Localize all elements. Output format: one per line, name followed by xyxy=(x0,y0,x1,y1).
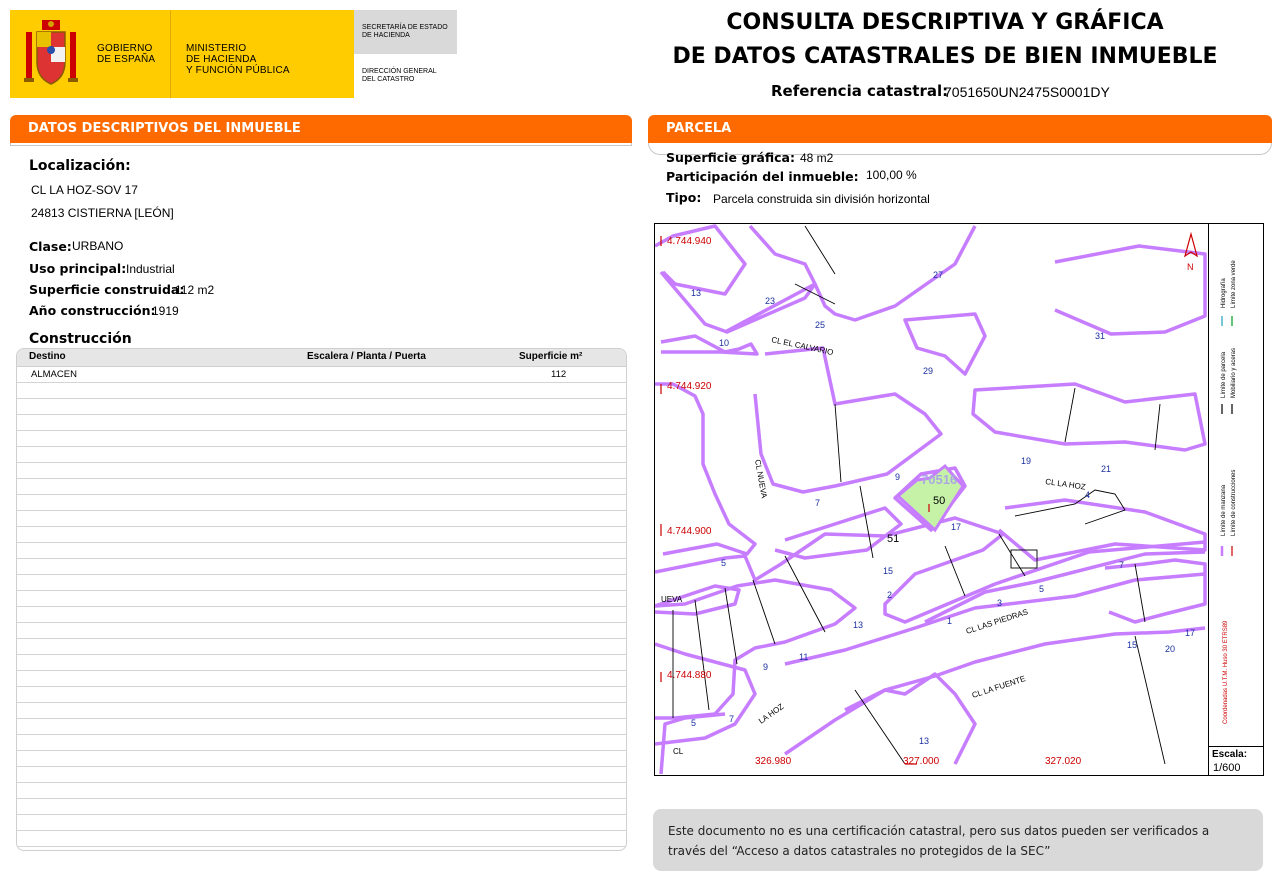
parcel-boundary xyxy=(1155,404,1160,450)
referencia-label: Referencia catastral: xyxy=(771,82,949,100)
coord-y-label: 4.744.880 xyxy=(667,670,712,681)
coat-of-arms-icon xyxy=(20,18,82,88)
parcel-number: 25 xyxy=(815,320,826,330)
coord-x-label: 326.980 xyxy=(755,756,792,767)
table-row-empty xyxy=(17,575,626,591)
gobierno-line2: DE ESPAÑA xyxy=(97,54,156,65)
parcel-number: 7 xyxy=(1119,560,1125,570)
table-row-empty xyxy=(17,463,626,479)
parcel-number: 9 xyxy=(763,662,769,672)
coord-x-label: 327.000 xyxy=(903,756,940,767)
datos-descriptivos-header xyxy=(10,115,632,143)
parcel-boundary xyxy=(1135,636,1165,764)
participacion-label: Participación del inmueble: xyxy=(666,169,859,184)
uso-label: Uso principal: xyxy=(29,261,127,276)
parcel-number: 3 xyxy=(997,598,1003,608)
street-label-la-hoz-bottom: LA HOZ xyxy=(756,701,786,726)
block-outline xyxy=(655,580,855,718)
table-row-empty xyxy=(17,799,626,815)
parcel-number: 21 xyxy=(1101,464,1112,474)
parcel-boundary xyxy=(1135,564,1145,622)
secretaria-line2: DE HACIENDA xyxy=(362,32,410,39)
col-destino: Destino xyxy=(29,351,66,362)
table-row-empty xyxy=(17,623,626,639)
parcel-ref-label: 70516 xyxy=(921,472,958,487)
gobierno-line1: GOBIERNO xyxy=(97,43,153,54)
parcel-boundary xyxy=(753,580,775,644)
parcel-number: 7 xyxy=(815,498,821,508)
parcel-number: 4 xyxy=(1085,490,1091,500)
table-row-empty xyxy=(17,815,626,831)
legend-zona-verde: Límite zona verde xyxy=(1231,260,1237,308)
superficie-grafica-label: Superficie gráfica: xyxy=(666,150,795,165)
parcel-number: 23 xyxy=(765,296,776,306)
street-label-nueva-left: UEVA xyxy=(661,595,683,604)
legend-limite-manzana: Límite de manzana xyxy=(1221,484,1227,536)
north-arrow-icon xyxy=(1182,232,1200,288)
address-line1: CL LA HOZ-SOV 17 xyxy=(31,183,138,197)
secretaria-line1: SECRETARÍA DE ESTADO xyxy=(362,24,448,31)
table-row-empty xyxy=(17,831,626,847)
block-outline xyxy=(755,348,941,492)
parcel-boundary xyxy=(1065,388,1075,442)
parcel-number: 31 xyxy=(1095,331,1106,341)
parcel-boundary xyxy=(945,546,965,596)
construction-table xyxy=(16,348,627,851)
parcel-number: 13 xyxy=(919,736,930,746)
legend-limite-parcela: Límite de parcela xyxy=(1221,351,1227,398)
parcel-number: 10 xyxy=(719,338,730,348)
table-header xyxy=(17,349,626,367)
cell-superficie: 112 xyxy=(551,369,567,380)
col-superficie: Superficie m² xyxy=(519,351,583,362)
legend-strip xyxy=(1210,226,1260,744)
parcel-number: 5 xyxy=(691,718,697,728)
ministerio-line3: Y FUNCIÓN PÚBLICA xyxy=(186,65,290,76)
direccion-line1: DIRECCIÓN GENERAL xyxy=(362,68,437,75)
left-section-underline xyxy=(10,143,632,146)
street-label-la-fuente: CL LA FUENTE xyxy=(970,674,1027,700)
legend-coordinate-system: Coordenadas U.T.M. Huso 30 ETRS89 xyxy=(1223,620,1229,724)
referencia-value: 7051650UN2475S0001DY xyxy=(944,84,1110,100)
escala-value: 1/600 xyxy=(1213,762,1241,774)
block-outline xyxy=(661,336,757,354)
empty-rows xyxy=(17,383,626,847)
parcel-number: 17 xyxy=(1185,628,1196,638)
parcel-number: 20 xyxy=(1165,644,1176,654)
logo-divider xyxy=(170,10,171,98)
table-row-empty xyxy=(17,735,626,751)
superficie-construida-value: 112 m2 xyxy=(175,283,215,297)
table-row-empty xyxy=(17,559,626,575)
ministerio-line1: MINISTERIO xyxy=(186,43,247,54)
coord-y-label: 4.744.920 xyxy=(667,381,712,392)
table-row-empty xyxy=(17,431,626,447)
clase-value: URBANO xyxy=(72,239,124,253)
parcel-number: 2 xyxy=(887,590,893,600)
parcel-boundary xyxy=(855,690,905,764)
superficie-grafica-value: 48 m2 xyxy=(800,151,834,165)
parcel-boundary xyxy=(785,556,825,632)
parcel-number: 13 xyxy=(691,288,702,298)
anio-construccion-label: Año construcción: xyxy=(29,303,156,318)
street-label-cl: CL xyxy=(673,747,684,756)
street-label-nueva: CL NUEVA xyxy=(753,458,769,499)
datos-descriptivos-title: DATOS DESCRIPTIVOS DEL INMUEBLE xyxy=(28,121,301,136)
street-label-las-piedras: CL LAS PIEDRAS xyxy=(964,607,1030,636)
document-title-line1: CONSULTA DESCRIPTIVA Y GRÁFICA xyxy=(726,10,1164,35)
parcel-number: 1 xyxy=(947,616,953,626)
parcel-number: 27 xyxy=(933,270,944,280)
ministerio-line2: DE HACIENDA xyxy=(186,54,257,65)
parcel-number: 17 xyxy=(951,522,962,532)
table-row-empty xyxy=(17,655,626,671)
parcel-number: 5 xyxy=(1039,584,1045,594)
cell-destino: ALMACEN xyxy=(31,369,77,380)
table-row-empty xyxy=(17,511,626,527)
table-row-empty xyxy=(17,543,626,559)
street-label-calvario: CL EL CALVARIO xyxy=(770,335,835,358)
parcel-number: 15 xyxy=(883,566,894,576)
table-row-empty xyxy=(17,495,626,511)
parcela-header xyxy=(648,115,1272,143)
table-row-empty xyxy=(17,671,626,687)
table-row-empty xyxy=(17,415,626,431)
parcel-number: 19 xyxy=(1021,456,1032,466)
clase-label: Clase: xyxy=(29,239,72,254)
col-escalera: Escalera / Planta / Puerta xyxy=(307,351,426,362)
block-outline xyxy=(905,314,985,374)
legend-limite-construcciones: Límite de construcciones xyxy=(1231,469,1237,536)
localizacion-label: Localización: xyxy=(29,158,131,174)
anio-construccion-value: 1919 xyxy=(152,304,179,318)
parcel-number-label: 50 xyxy=(933,495,946,507)
table-row-empty xyxy=(17,527,626,543)
disclaimer-text: Este documento no es una certificación catastral, pero sus datos pueden ser verificados a través del “Acceso a datos catastrales no protegidos de la SEC” xyxy=(668,824,1210,858)
block-outline xyxy=(845,628,1205,710)
table-row-empty xyxy=(17,639,626,655)
table-row-empty xyxy=(17,751,626,767)
legend-mobiliario: Mobiliario y aceras xyxy=(1231,347,1237,398)
parcel-number: 7 xyxy=(729,714,735,724)
tipo-value: Parcela construida sin división horizontal xyxy=(713,192,930,206)
document-title-line2: DE DATOS CATASTRALES DE BIEN INMUEBLE xyxy=(672,44,1218,69)
parcel-boundary xyxy=(805,226,835,274)
parcela-title: PARCELA xyxy=(666,121,732,136)
coord-x-label: 327.020 xyxy=(1045,756,1082,767)
parcel-boundary xyxy=(835,404,841,482)
parcel-boundary xyxy=(695,600,709,710)
street-label-la-hoz: CL LA HOZ xyxy=(1044,477,1087,492)
block-outline xyxy=(973,384,1205,450)
participacion-value: 100,00 % xyxy=(866,168,917,182)
north-label: N xyxy=(1187,262,1194,272)
table-row-empty xyxy=(17,383,626,399)
table-row-empty xyxy=(17,591,626,607)
parcel-number: 13 xyxy=(853,620,864,630)
escala-label: Escala: xyxy=(1212,749,1248,760)
direccion-line2: DEL CATASTRO xyxy=(362,76,415,83)
table-row-empty xyxy=(17,607,626,623)
parcel-51-label: 51 xyxy=(887,533,900,545)
legend-hidrografia: Hidrografía xyxy=(1221,278,1227,308)
block-outline xyxy=(655,518,1205,622)
block-outline xyxy=(785,674,975,764)
table-row-empty xyxy=(17,767,626,783)
table-row-empty xyxy=(17,719,626,735)
parcel-boundary xyxy=(860,486,873,558)
table-row-empty xyxy=(17,703,626,719)
parcel-number: 11 xyxy=(799,652,809,662)
superficie-construida-label: Superficie construida: xyxy=(29,282,185,297)
table-row-empty xyxy=(17,479,626,495)
tipo-label: Tipo: xyxy=(666,190,702,205)
table-row-empty xyxy=(17,687,626,703)
table-row-empty xyxy=(17,399,626,415)
construccion-label: Construcción xyxy=(29,331,132,347)
parcel-number: 15 xyxy=(1127,640,1138,650)
address-line2: 24813 CISTIERNA [LEÓN] xyxy=(31,206,174,220)
parcel-number: 9 xyxy=(895,472,901,482)
uso-value: Industrial xyxy=(126,262,175,276)
table-row-empty xyxy=(17,783,626,799)
parcel-number: 5 xyxy=(721,558,727,568)
coord-y-label: 4.744.900 xyxy=(667,526,712,537)
table-row xyxy=(17,367,626,383)
table-row-empty xyxy=(17,447,626,463)
cadastral-map-drawing xyxy=(655,224,1207,775)
coord-y-label: 4.744.940 xyxy=(667,236,712,247)
parcel-number: 29 xyxy=(923,366,934,376)
